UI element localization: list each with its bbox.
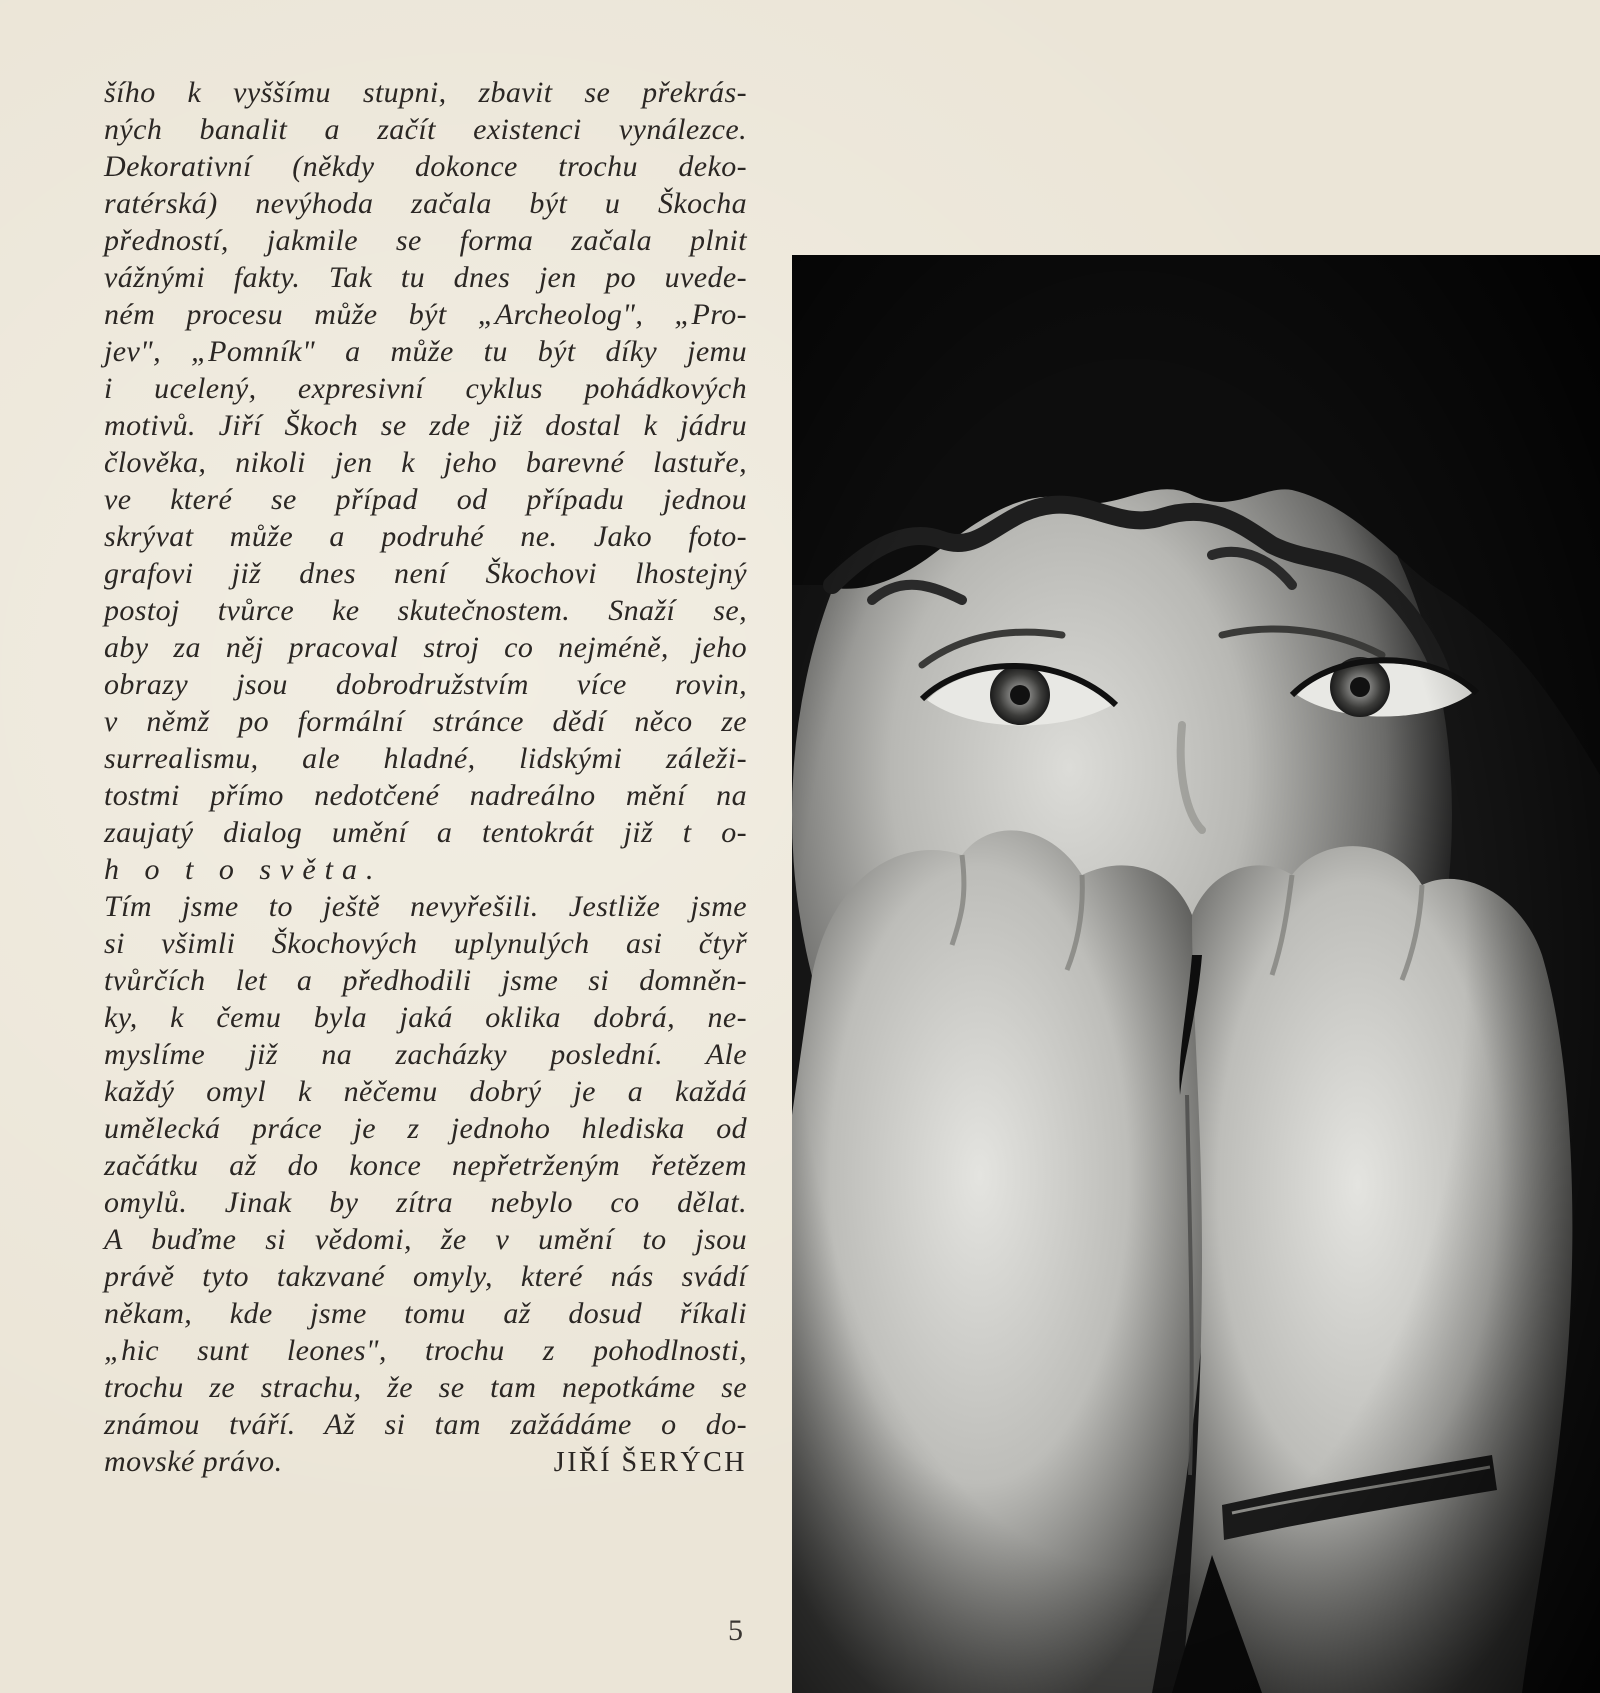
article-line: grafovi již dnes není Škochovi lhostejný xyxy=(104,557,747,590)
portrait-photo-image xyxy=(792,255,1600,1693)
article-line: myslíme již na zacházky poslední. Ale xyxy=(104,1038,747,1071)
article-line: skrývat může a podruhé ne. Jako foto- xyxy=(104,520,747,553)
article-line: právě tyto takzvané omyly, které nás svádí xyxy=(104,1260,747,1293)
article-line: člověka, nikoli jen k jeho barevné lastuře, xyxy=(104,446,747,479)
article-line: tvůrčích let a předhodili jsme si domněn- xyxy=(104,964,747,997)
article-line: obrazy jsou dobrodružstvím více rovin, xyxy=(104,668,747,701)
article-line: „hic sunt leones", trochu z pohodlnosti, xyxy=(104,1334,747,1367)
article-line: vážnými fakty. Tak tu dnes jen po uvede- xyxy=(104,261,747,294)
article-line: umělecká práce je z jednoho hlediska od xyxy=(104,1112,747,1145)
article-line: ky, k čemu byla jaká oklika dobrá, ne- xyxy=(104,1001,747,1034)
article-line: tostmi přímo nedotčené nadreálno mění na xyxy=(104,779,747,812)
article-line: ném procesu může být „Archeolog", „Pro- xyxy=(104,298,747,331)
article-line: i ucelený, expresivní cyklus pohádkových xyxy=(104,372,747,405)
article-line: aby za něj pracoval stroj co nejméně, jeho xyxy=(104,631,747,664)
article-line: A buďme si vědomi, že v umění to jsou xyxy=(104,1223,747,1256)
portrait-photo xyxy=(792,255,1600,1693)
article-line: surrealismu, ale hladné, lidskými záleži- xyxy=(104,742,747,775)
article-line: postoj tvůrce ke skutečnostem. Snaží se, xyxy=(104,594,747,627)
article-line: ných banalit a začít existenci vynálezce. xyxy=(104,113,747,146)
article-line: jev", „Pomník" a může tu být díky jemu xyxy=(104,335,747,368)
article-line: Dekorativní (někdy dokonce trochu deko- xyxy=(104,150,747,183)
article-line: někam, kde jsme tomu až dosud říkali xyxy=(104,1297,747,1330)
article-line: šího k vyššímu stupni, zbavit se překrás- xyxy=(104,76,747,109)
article-last-line: movské právo. xyxy=(104,1445,283,1478)
article-line: Tím jsme to ještě nevyřešili. Jestliže jsme xyxy=(104,890,747,923)
author-signature: JIŘÍ ŠERÝCH xyxy=(553,1447,747,1478)
article-line: trochu ze strachu, že se tam nepotkáme se xyxy=(104,1371,747,1404)
article-line: začátku až do konce nepřetrženým řetězem xyxy=(104,1149,747,1182)
article-line: ratérská) nevýhoda začala být u Škocha xyxy=(104,187,747,220)
article-line: omylů. Jinak by zítra nebylo co dělat. xyxy=(104,1186,747,1219)
article-text-column xyxy=(104,74,747,1480)
article-line: každý omyl k něčemu dobrý je a každá xyxy=(104,1075,747,1108)
page-number: 5 xyxy=(728,1614,743,1647)
article-line: v němž po formální stránce dědí něco ze xyxy=(104,705,747,738)
article-line: známou tváří. Až si tam zažádáme o do- xyxy=(104,1408,747,1441)
closing-line xyxy=(104,1443,747,1480)
article-line: ve které se případ od případu jednou xyxy=(104,483,747,516)
article-line: si všimli Škochových uplynulých asi čtyř xyxy=(104,927,747,960)
article-line: motivů. Jiří Škoch se zde již dostal k jádru xyxy=(104,409,747,442)
article-line: předností, jakmile se forma začala plnit xyxy=(104,224,747,257)
article-line: zaujatý dialog umění a tentokrát již t o- xyxy=(104,816,747,849)
article-line: h o t o světa. xyxy=(104,853,383,886)
